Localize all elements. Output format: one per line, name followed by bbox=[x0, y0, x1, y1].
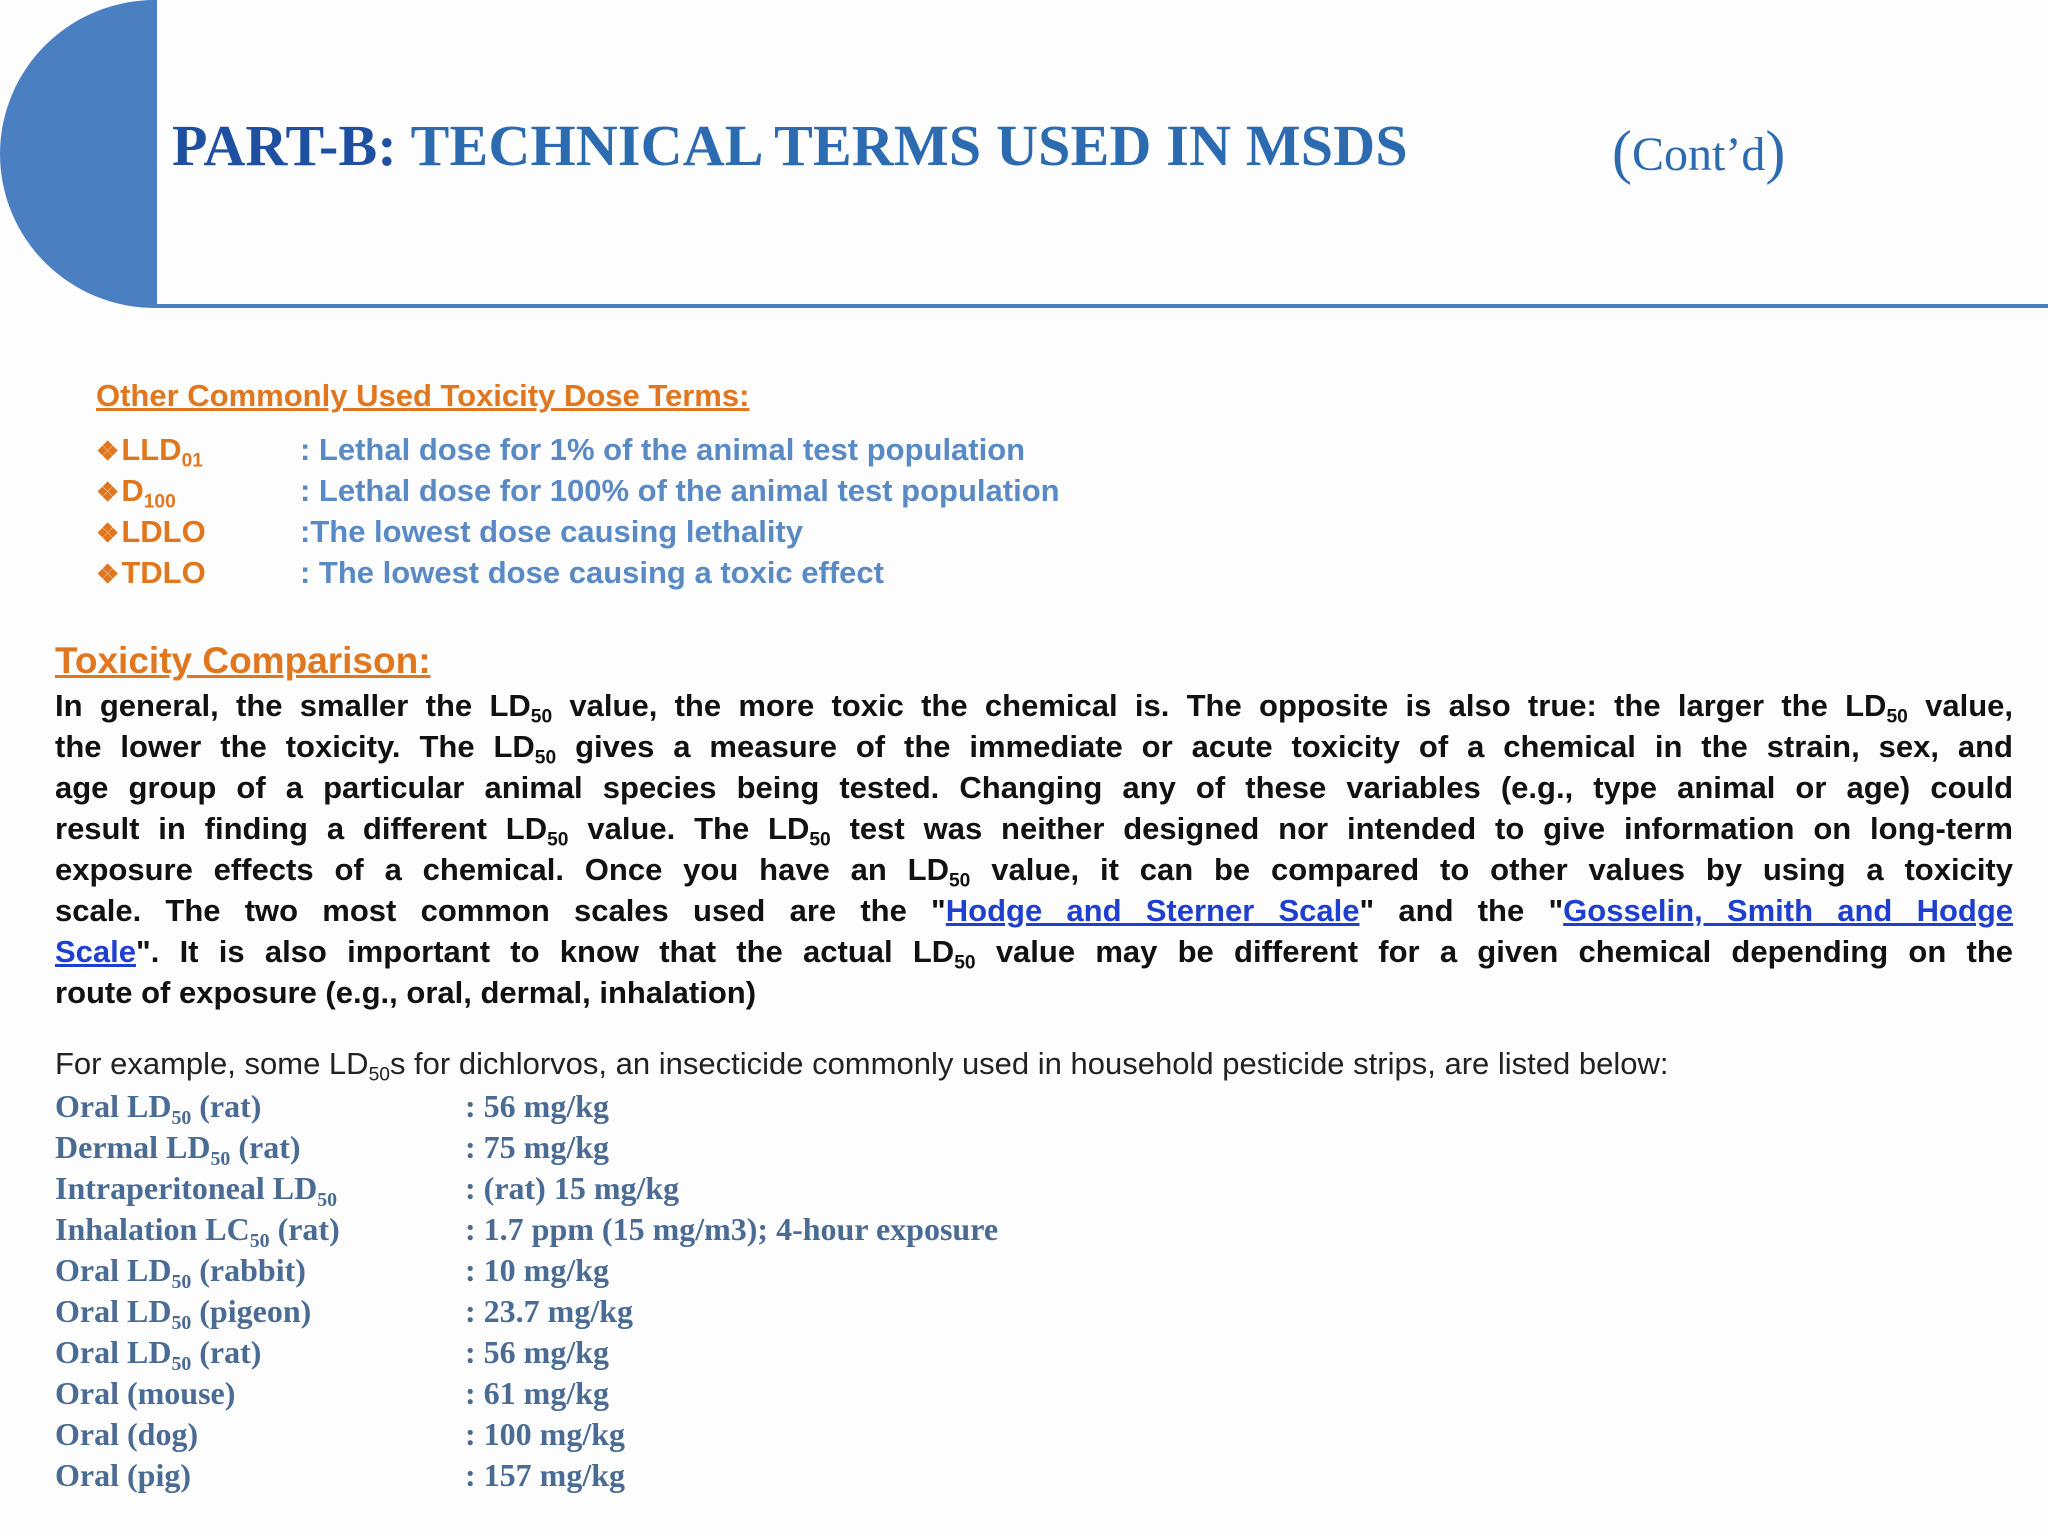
comparison-line: route of exposure (e.g., oral, dermal, inhalation) bbox=[55, 975, 757, 1010]
diamond-bullet-icon: ❖ bbox=[96, 518, 120, 548]
ld50-value: : 100 mg/kg bbox=[465, 1416, 625, 1452]
comparison-line: age group of a particular animal species being tested. Changing any of these variables (e.g., type animal or age) could bbox=[55, 770, 2013, 805]
ld50-value: : 61 mg/kg bbox=[465, 1375, 609, 1411]
hodge-sterner-scale-link[interactable]: Hodge and Sterner Scale bbox=[945, 893, 1360, 928]
comparison-line: Scale". It is also important to know that the actual $LD_{50}$ value may be different for a given chemical depending on the bbox=[55, 934, 2013, 974]
ld50-value: : 157 mg/kg bbox=[465, 1457, 625, 1493]
term-definition: : Lethal dose for 100% of the animal test population bbox=[300, 473, 1060, 508]
title-rest: TECHNICAL TERMS USED IN MSDS bbox=[410, 113, 1408, 178]
ld50-route: Oral $LD_{50}$ (rabbit) bbox=[55, 1252, 306, 1293]
ld50-route: Oral (mouse) bbox=[55, 1375, 236, 1411]
ld50-value: : 75 mg/kg bbox=[465, 1129, 609, 1165]
comparison-line: scale. The two most common scales used are the "Hodge and Sterner Scale" and the "Gosselin, Smith and Hodge bbox=[55, 893, 2014, 928]
ld50-route: Inhalation $LC_{50}$ (rat) bbox=[55, 1211, 340, 1252]
term-key: $❖D_{100}$ bbox=[96, 473, 176, 513]
ld50-value: : (rat) 15 mg/kg bbox=[465, 1170, 680, 1206]
ld50-route: Intraperitoneal $LD_{50}$ bbox=[55, 1170, 338, 1211]
ld50-route: Oral (dog) bbox=[55, 1416, 199, 1452]
example-intro: For example, some $LD_{50}s$ for dichlorvos, an insecticide commonly used in household pesticide strips, are listed below: bbox=[55, 1046, 1669, 1086]
diamond-bullet-icon: ❖ bbox=[96, 559, 120, 589]
title-part: PART-B: bbox=[172, 113, 397, 178]
comparison-line: exposure effects of a chemical. Once you have an $LD_{50}$ value, it can be compared to other values by using a toxicity bbox=[55, 852, 2013, 892]
terms-heading: Other Commonly Used Toxicity Dose Terms: bbox=[96, 378, 750, 413]
gosselin-smith-hodge-scale-link-cont[interactable]: Scale bbox=[55, 934, 137, 969]
diamond-bullet-icon: ❖ bbox=[96, 477, 120, 507]
ld50-value: : 56 mg/kg bbox=[465, 1088, 609, 1124]
ld50-route: Oral $LD_{50}$ (pigeon) bbox=[55, 1293, 312, 1334]
comparison-line: In general, the smaller the $LD_{50}$ value, the more toxic the chemical is. The opposite is also true: the larger the $LD_{50}$ value, bbox=[55, 688, 2013, 728]
comparison-line: result in finding a different $LD_{50}$ value. The $LD_{50}$ test was neither designed nor intended to give information on long-term bbox=[55, 811, 2013, 851]
term-definition: : The lowest dose causing a toxic effect bbox=[300, 555, 884, 590]
ld50-value: : 1.7 ppm (15 mg/m3); 4-hour exposure bbox=[465, 1211, 999, 1247]
ld50-value: : 10 mg/kg bbox=[465, 1252, 609, 1288]
ld50-route: Oral (pig) bbox=[55, 1457, 191, 1493]
term-key: ❖TDLO bbox=[96, 555, 206, 590]
ld50-value: : 23.7 mg/kg bbox=[465, 1293, 633, 1329]
comparison-heading: Toxicity Comparison: bbox=[55, 640, 431, 681]
contd-text: Cont’d bbox=[1631, 128, 1766, 181]
ld50-route: Oral $LD_{50}$ (rat) bbox=[55, 1088, 262, 1129]
term-definition: :The lowest dose causing lethality bbox=[300, 514, 803, 549]
slide-title bbox=[172, 112, 1408, 179]
ld50-route: Dermal $LD_{50}$ (rat) bbox=[55, 1129, 301, 1170]
term-definition: : Lethal dose for 1% of the animal test population bbox=[300, 432, 1026, 467]
comparison-line: the lower the toxicity. The $LD_{50}$ gives a measure of the immediate or acute toxicity of a chemical in the strain, sex, and bbox=[55, 729, 2013, 769]
term-key: $❖LLD_{01}$ bbox=[96, 432, 203, 472]
ld50-route: Oral $LD_{50}$ (rat) bbox=[55, 1334, 262, 1375]
diamond-bullet-icon: ❖ bbox=[96, 436, 120, 466]
contd-label: (Cont’d) bbox=[1612, 119, 1786, 185]
ld50-value: : 56 mg/kg bbox=[465, 1334, 609, 1370]
gosselin-smith-hodge-scale-link[interactable]: Gosselin, Smith and Hodge bbox=[1563, 893, 2014, 928]
term-key: ❖LDLO bbox=[96, 514, 206, 549]
